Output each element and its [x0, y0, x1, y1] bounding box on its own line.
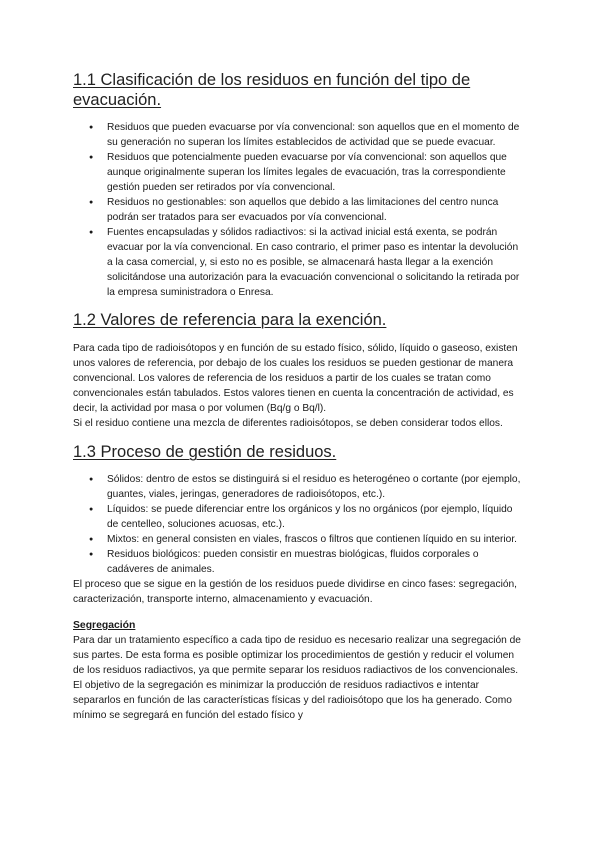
waste-types-list [73, 472, 523, 577]
evacuation-types-list [73, 120, 523, 300]
section-heading-1-1: 1.1 Clasificación de los residuos en función del tipo de evacuación. [73, 71, 471, 109]
paragraph-mixture: Si el residuo contiene una mezcla de diferentes radioisótopos, se deben considerar todos ellos. [73, 418, 503, 429]
document-page [73, 70, 523, 723]
list-item: ● Sólidos: dentro de estos se distinguirá si el residuo es heterogéneo o cortante (por ejemplo, guantes, viales, jeringas, generadores de radioisótopos, etc.). [107, 472, 523, 502]
paragraph-segregation: Para dar un tratamiento específico a cada tipo de residuo es necesario realizar una segregación de sus partes. De esta forma es posible optimizar los procedimientos de gestión y reducir el volumen de los residuos radiactivos, ya que permite separar los residuos radiactivos de los convencionales. El objetivo de la segregación es minimizar la producción de residuos radiactivos e intentar separarlos en función de las características físicas y del radioisótopo que los ha generado. Como mínimo se segregará en función del estado físico y [73, 635, 521, 721]
paragraph-phases: El proceso que se sigue en la gestión de los residuos puede dividirse en cinco fases: segregación, caracterización, transporte interno, almacenamiento y evacuación. [73, 579, 517, 605]
list-item: ● Residuos biológicos: pueden consistir en muestras biológicas, fluidos corporales o cadáveres de animales. [107, 547, 523, 577]
list-item: ● Fuentes encapsuladas y sólidos radiactivos: si la activad inicial está exenta, se podrán evacuar por la vía convencional. En caso contrario, el primer paso es intentar la devolución a la casa comercial, y, si esto no es posible, se almacenará hasta llegar a la exención solicitándose una autorización para la evacuación convencional o solicitando la retirada por la empresa suministradora o Enresa. [107, 225, 523, 300]
list-item: ● Residuos que potencialmente pueden evacuarse por vía convencional: son aquellos que aunque originalmente superan los límites legales de evacuación, tras la correspondiente gestión pueden ser retirados por vía convencional. [107, 150, 523, 195]
list-item: ● Líquidos: se puede diferenciar entre los orgánicos y los no orgánicos (por ejemplo, líquido de centelleo, soluciones acuosas, etc.). [107, 502, 523, 532]
subheading-segregation: Segregación [73, 620, 136, 631]
list-item: ● Residuos no gestionables: son aquellos que debido a las limitaciones del centro nunca podrán ser tratados para ser evacuados por vía convencional. [107, 195, 523, 225]
list-item: ● Residuos que pueden evacuarse por vía convencional: son aquellos que en el momento de su generación no superan los límites establecidos de actividad que se puede evacuar. [107, 120, 523, 150]
section-heading-1-3: 1.3 Proceso de gestión de residuos. [73, 443, 337, 461]
list-item: ● Mixtos: en general consisten en viales, frascos o filtros que contienen líquido en su interior. [107, 532, 523, 547]
paragraph-reference-values: Para cada tipo de radioisótopos y en función de su estado físico, sólido, líquido o gaseoso, existen unos valores de referencia, por debajo de los cuales los residuos se pueden gestionar de manera convencional. Los valores de referencia de los residuos a partir de los cuales se tratan como convencionales están tabulados. Estos valores tienen en cuenta la concentración de actividad, es decir, la actividad por masa o por volumen (Bq/g o Bq/l). [73, 343, 518, 414]
spacer [73, 607, 523, 618]
section-heading-1-2: 1.2 Valores de referencia para la exención. [73, 311, 387, 329]
